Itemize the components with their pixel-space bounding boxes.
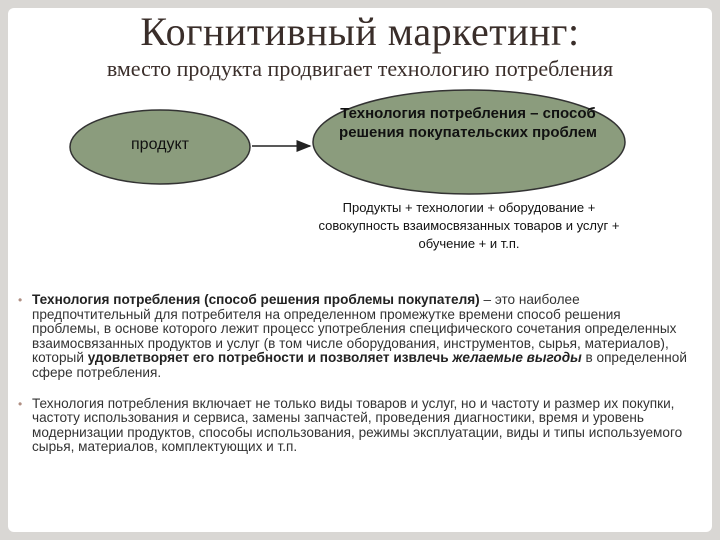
bullet-list: [18, 293, 690, 471]
technology-oval-label: Технология потребления – способ решения покупательских проблем: [339, 105, 597, 141]
bullet-item: [18, 293, 690, 381]
bullet-text-end: в определенной сфере потребления.: [32, 350, 687, 380]
bullet-emphasis-italic: желаемые выгоды: [452, 350, 582, 366]
bullet-dot-icon: •: [18, 293, 23, 307]
bullet-text: – это наиболее предпочтительный для потребителя на определенном промежутке времени способ решения проблемы, в основе которого лежит процесс употребления специфического сочетания определенных взаимосвязанных продуктов и услуг (в том числе оборудования, инструментов, сырья, материалов), который: [32, 292, 677, 366]
slide-subtitle: вместо продукта продвигает технологию потребления: [106, 56, 614, 81]
bullet-term: Технология потребления (способ решения проблемы покупателя): [32, 292, 480, 307]
bullet-text: Технология потребления включает не только виды товаров и услуг, но и частоту и размер их покупки, частоту использования и сервиса, замены запчастей, проведения диагностики, время и уровень модернизации продуктов, способы использования, режимы эксплуатации, виды и типы используемого сырья, материалов, комплектующих и т.п.: [32, 395, 683, 455]
bullet-emphasis: удовлетворяет его потребности и позволяет извлечь: [87, 350, 449, 366]
bullet-dot-icon: •: [18, 396, 23, 411]
bullet-item: [18, 397, 690, 455]
product-oval-label: продукт: [131, 136, 189, 153]
slide-title: Когнитивный маркетинг:: [140, 9, 580, 54]
composition-note: Продукты + технологии + оборудование + совокупность взаимосвязанных товаров и услуг + обучение + и т.п.: [318, 200, 620, 251]
